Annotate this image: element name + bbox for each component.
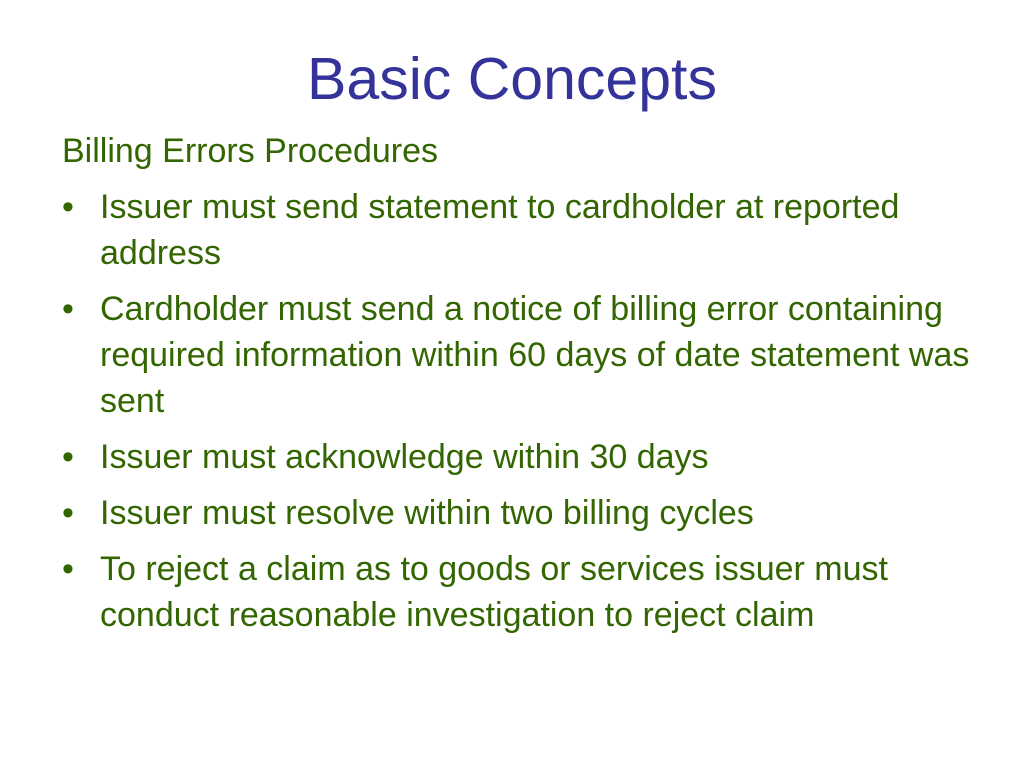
bullet-point-icon: • bbox=[62, 550, 74, 588]
bullet-item bbox=[62, 184, 992, 276]
bullet-point-icon: • bbox=[62, 290, 74, 328]
bullet-list bbox=[62, 184, 992, 638]
bullet-text: Issuer must send statement to cardholder at reported address bbox=[100, 188, 900, 272]
bullet-text: Issuer must resolve within two billing cycles bbox=[100, 494, 754, 532]
bullet-text: Issuer must acknowledge within 30 days bbox=[100, 438, 709, 476]
bullet-text: To reject a claim as to goods or services issuer must conduct reasonable investigation to reject claim bbox=[100, 550, 888, 634]
bullet-point-icon: • bbox=[62, 188, 74, 226]
bullet-item bbox=[62, 490, 992, 536]
section-subheading: Billing Errors Procedures bbox=[62, 132, 439, 170]
bullet-item bbox=[62, 434, 992, 480]
bullet-item bbox=[62, 286, 992, 424]
slide-content bbox=[62, 128, 992, 648]
bullet-text: Cardholder must send a notice of billing error containing required information within 60 days of date statement was sent bbox=[100, 290, 970, 420]
bullet-item bbox=[62, 546, 992, 638]
slide-title: Basic Concepts bbox=[307, 46, 717, 112]
bullet-point-icon: • bbox=[62, 438, 74, 476]
bullet-point-icon: • bbox=[62, 494, 74, 532]
